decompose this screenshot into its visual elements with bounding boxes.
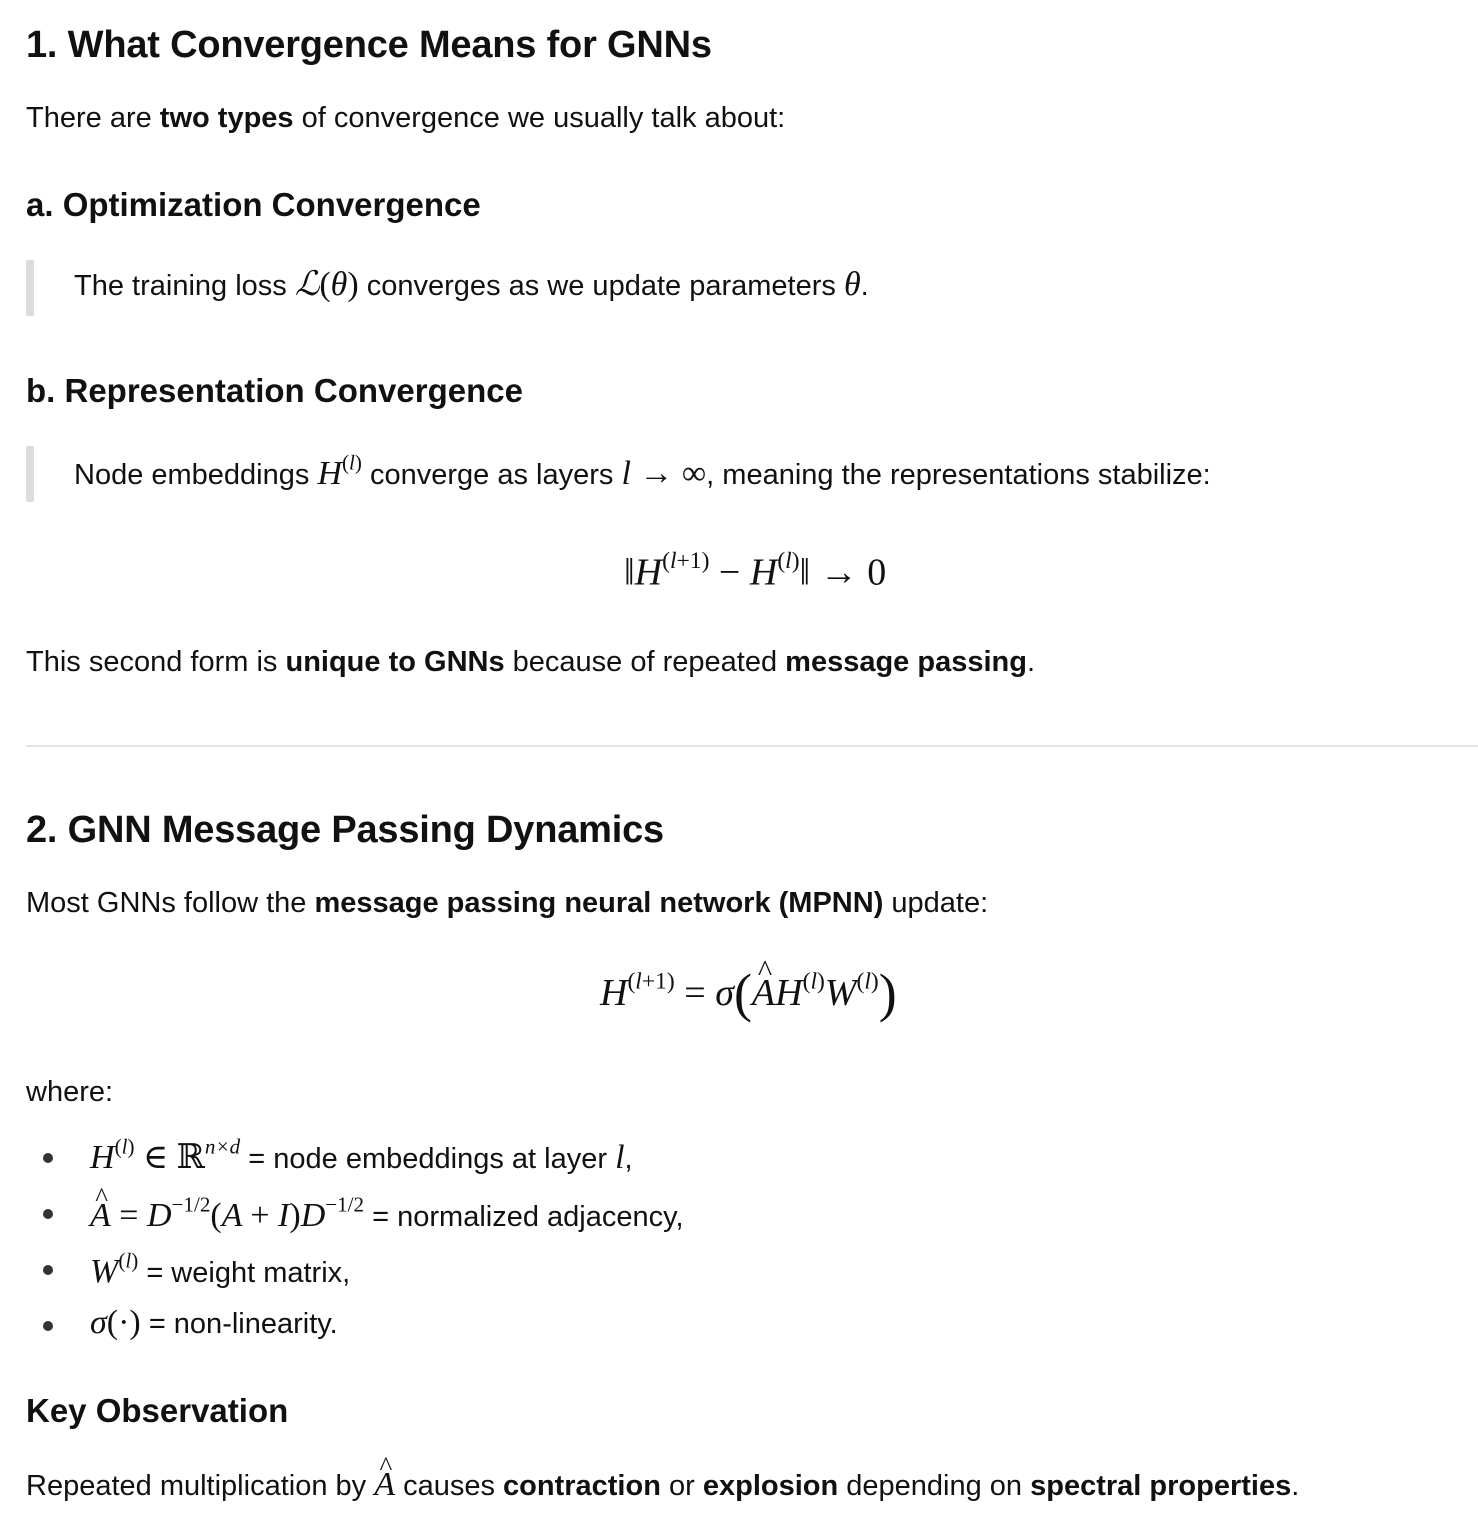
blockquote-bar: [26, 446, 34, 502]
key-text: or: [668, 1470, 695, 1502]
list-item-text: = node embeddings at layer: [248, 1142, 608, 1175]
subsection-a-title: a. Optimization Convergence: [26, 186, 481, 223]
blockquote-a: [74, 264, 869, 304]
list-item-text: = weight matrix,: [146, 1256, 351, 1289]
quote-text-mid: converge as layers: [370, 458, 614, 491]
blockquote-bar: [26, 260, 34, 316]
subsection-b-title: b. Representation Convergence: [26, 372, 523, 409]
section-1-closing: [26, 646, 1035, 679]
l-to-infinity-formula: l → ∞: [621, 454, 707, 492]
loss-formula: ℒ(θ): [294, 266, 359, 303]
convergence-equation: $‖H^{(l+1)}$ − $H^{(l)}‖ \to 0$: [624, 548, 887, 594]
quote-text: Node embeddings: [74, 458, 310, 491]
list-item-text: = non-linearity.: [148, 1308, 338, 1340]
intro-text-end: update:: [891, 887, 989, 919]
quote-text-end: , meaning the representations stabilize:: [706, 458, 1211, 491]
weight-matrix-formula: $W^{(l)}$: [90, 1248, 139, 1290]
key-text: Repeated multiplication by: [26, 1470, 367, 1502]
closing-text: This second form is: [26, 646, 278, 678]
intro-bold: two types: [159, 102, 294, 134]
key-period: .: [1291, 1470, 1300, 1502]
key-bold: contraction: [503, 1470, 661, 1502]
quote-text: The training loss: [74, 270, 287, 302]
section-2-intro: [26, 887, 988, 920]
l-symbol: l: [615, 1138, 625, 1176]
bullet-dot: [43, 1153, 53, 1163]
closing-period: .: [1026, 646, 1036, 678]
list-item-text: = normalized adjacency,: [372, 1200, 684, 1233]
h-l-formula: $H^{(l)}$: [317, 450, 362, 492]
a-hat-symbol: ^ A: [374, 1466, 395, 1503]
mpnn-update-equation: $H^{(l+1)}$ = σ(^ $AH^{(l)}W^{(l)}$): [600, 962, 897, 1024]
section-1-title: 1. What Convergence Means for GNNs: [26, 24, 712, 66]
bullet-dot: [43, 1209, 53, 1219]
intro-text: Most GNNs follow the: [26, 887, 307, 919]
normalized-adjacency-formula: ^ $A = D^{-1/2}(A + I)D^{-1/2}$: [90, 1197, 364, 1234]
list-item: [90, 1248, 350, 1291]
section-2-title: 2. GNN Message Passing Dynamics: [26, 809, 664, 851]
intro-bold: message passing neural network (MPNN): [314, 887, 884, 919]
closing-text-mid: because of repeated: [512, 646, 778, 678]
key-text: depending on: [846, 1470, 1023, 1502]
where-label: where:: [26, 1076, 114, 1108]
key-observation-title: Key Observation: [26, 1392, 289, 1429]
list-item: $H^{(l)}$ ∈ ℝ$^{n\times d}$ = node embeddings at layer l,: [90, 1134, 633, 1176]
quote-period: .: [860, 270, 869, 302]
key-observation-text: [26, 1466, 1299, 1504]
h-in-r-formula: $H^{(l)}$ ∈ ℝ$^{n\times d}$: [90, 1134, 241, 1176]
bullet-dot: [43, 1321, 53, 1331]
quote-text-mid: converges as we update parameters: [366, 270, 836, 302]
closing-bold-2: message passing: [785, 646, 1027, 678]
list-item: [90, 1304, 338, 1342]
key-bold: explosion: [702, 1470, 839, 1502]
theta-symbol: θ: [843, 266, 861, 303]
intro-text-end: of convergence we usually talk about:: [301, 102, 786, 134]
sigma-formula: σ(·): [90, 1304, 141, 1341]
list-item: [90, 1192, 684, 1235]
intro-text: There are: [26, 102, 152, 134]
key-text: causes: [403, 1470, 495, 1502]
blockquote-b: [74, 450, 1211, 493]
section-divider: [26, 745, 1478, 747]
key-bold: spectral properties: [1030, 1470, 1292, 1502]
closing-bold-1: unique to GNNs: [285, 646, 505, 678]
section-1-intro: [26, 102, 785, 135]
bullet-dot: [43, 1265, 53, 1275]
